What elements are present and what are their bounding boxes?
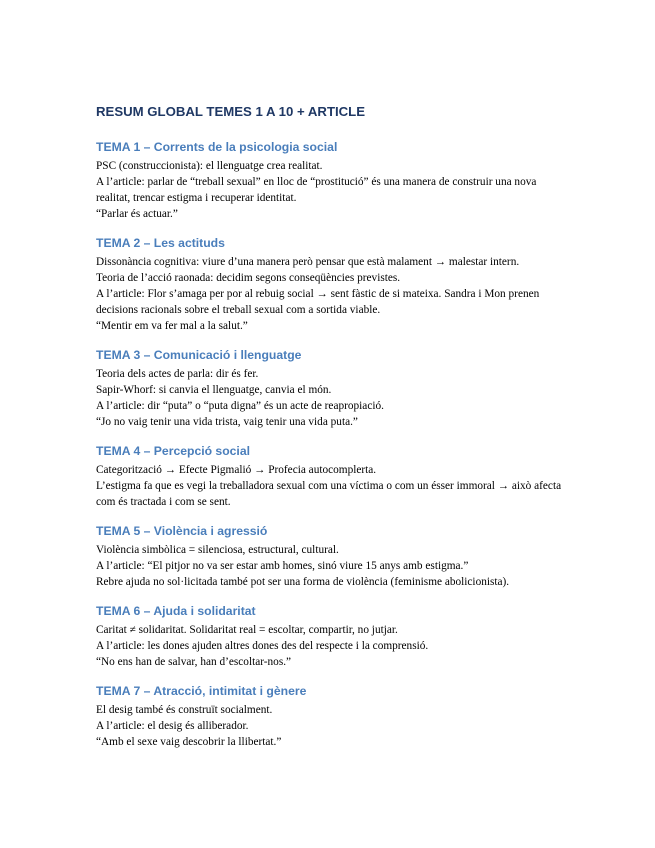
paragraph-line: PSC (construccionista): el llenguatge crea realitat.	[96, 160, 323, 172]
paragraph-line: El desig també és construït socialment.	[96, 704, 273, 716]
section-tema-2	[96, 236, 566, 334]
paragraph-line: A l’article: el desig és alliberador.	[96, 720, 249, 732]
paragraph-line: Teoria dels actes de parla: dir és fer.	[96, 368, 259, 380]
section-tema-6	[96, 604, 566, 670]
quote-line: “Amb el sexe vaig descobrir la llibertat.”	[96, 736, 282, 748]
section-heading: TEMA 5 – Violència i agressió	[96, 524, 268, 538]
section-tema-4	[96, 444, 566, 510]
paragraph-line: A l’article: les dones ajuden altres dones des del respecte i la comprensió.	[96, 640, 429, 652]
paragraph-line: A l’article: parlar de “treball sexual” en lloc de “prostitució” és una manera de construir una nova realitat, trencar estigma i recuperar identitat.	[96, 176, 537, 204]
paragraph-line: L’estigma fa que es vegi la treballadora sexual com una víctima o com un ésser immoral → això afecta com és tractada i com se sent.	[96, 480, 562, 508]
paragraph-line: Teoria de l’acció raonada: decidim segons conseqüències previstes.	[96, 272, 401, 284]
section-heading: TEMA 7 – Atracció, intimitat i gènere	[96, 684, 307, 698]
section-tema-5	[96, 524, 566, 590]
paragraph-line: A l’article: dir “puta” o “puta digna” és un acte de reapropiació.	[96, 400, 384, 412]
paragraph-line: Rebre ajuda no sol·licitada també pot ser una forma de violència (feminisme abolicionista).	[96, 576, 510, 588]
section-heading: TEMA 2 – Les actituds	[96, 236, 225, 250]
paragraph-line: Caritat ≠ solidaritat. Solidaritat real = escoltar, compartir, no jutjar.	[96, 624, 398, 636]
section-heading: TEMA 6 – Ajuda i solidaritat	[96, 604, 256, 618]
paragraph-line: A l’article: Flor s’amaga per por al rebuig social → sent fàstic de si mateixa. Sandra i Mon prenen decisions racionals sobre el treball sexual com a sortida viable.	[96, 288, 540, 316]
paragraph-line: Sapir-Whorf: si canvia el llenguatge, canvia el món.	[96, 384, 332, 396]
section-tema-1	[96, 140, 566, 222]
quote-line: “No ens han de salvar, han d’escoltar-nos.”	[96, 656, 292, 668]
section-tema-3	[96, 348, 566, 430]
paragraph-line: Dissonància cognitiva: viure d’una manera però pensar que està malament → malestar intern.	[96, 256, 520, 268]
quote-line: “Mentir em va fer mal a la salut.”	[96, 320, 248, 332]
quote-line: “Parlar és actuar.”	[96, 208, 178, 220]
section-heading: TEMA 4 – Percepció social	[96, 444, 250, 458]
section-heading: TEMA 3 – Comunicació i llenguatge	[96, 348, 302, 362]
document-page	[96, 104, 566, 764]
quote-line: “Jo no vaig tenir una vida trista, vaig tenir una vida puta.”	[96, 416, 358, 428]
paragraph-line: Violència simbòlica = silenciosa, estructural, cultural.	[96, 544, 339, 556]
document-title: RESUM GLOBAL TEMES 1 A 10 + ARTICLE	[96, 104, 366, 119]
paragraph-line: A l’article: “El pitjor no va ser estar amb homes, sinó viure 15 anys amb estigma.”	[96, 560, 469, 572]
section-heading: TEMA 1 – Corrents de la psicologia social	[96, 140, 338, 154]
section-tema-7	[96, 684, 566, 750]
paragraph-line: Categorització → Efecte Pigmalió → Profecia autocomplerta.	[96, 464, 377, 476]
